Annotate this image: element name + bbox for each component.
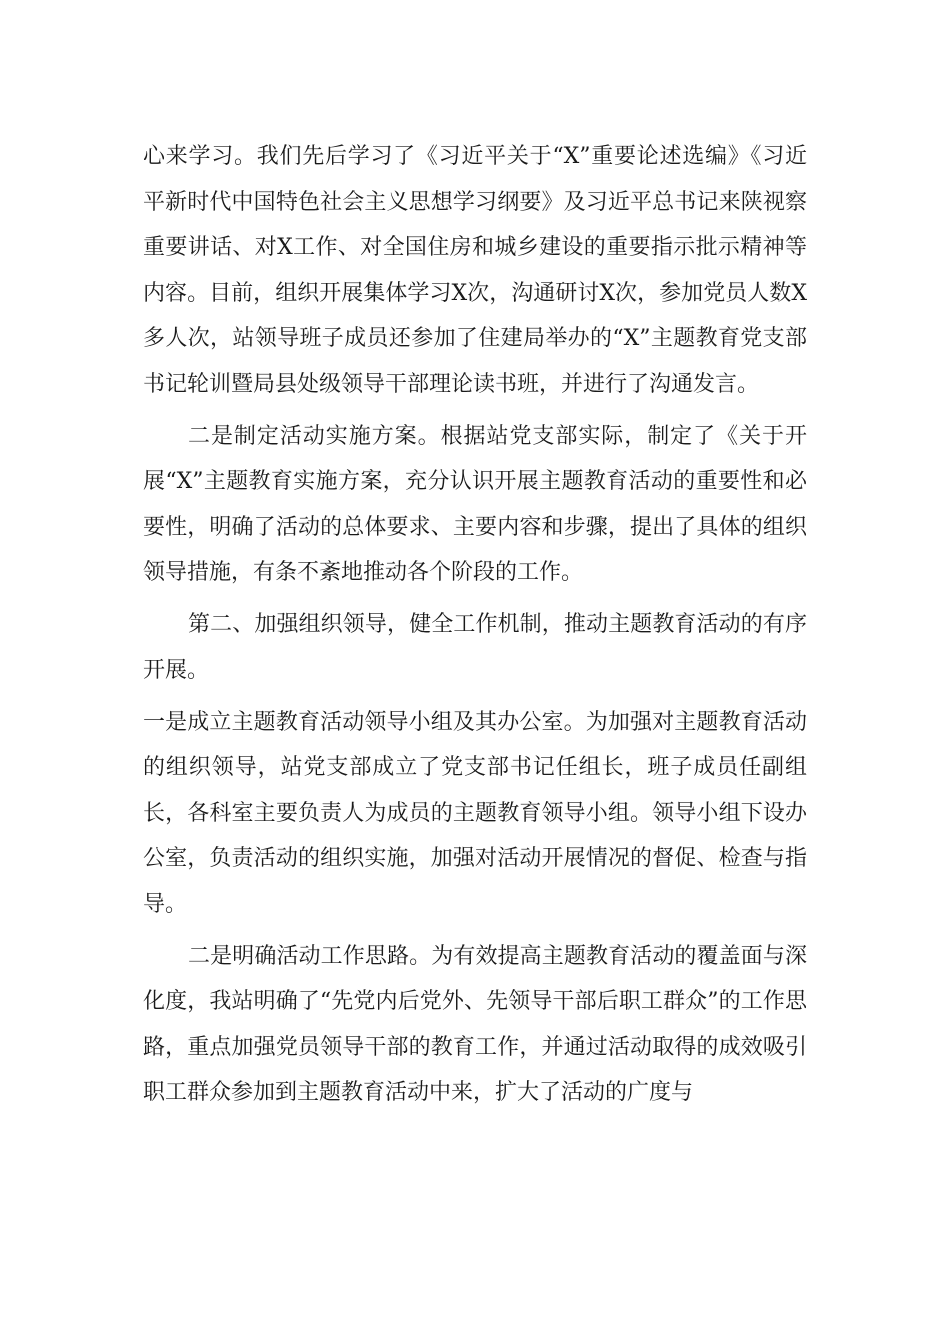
paragraph-work-approach: 二是明确活动工作思路。为有效提高主题教育活动的覆盖面与深化度，我站明确了“先党内后党外、先领导干部后职工群众”的工作思路，重点加强党员领导干部的教育工作，并通过活动取得的成效吸引职工群众参加到主题教育活动中来，扩大了活动的广度与 [143,943,807,1105]
paragraph-study-content: 心来学习。我们先后学习了《习近平关于“X”重要论述选编》《习近平新时代中国特色社会主义思想学习纲要》及习近平总书记来陕视察重要讲话、对X工作、对全国住房和城乡建设的重要指示批示精神等内容。目前，组织开展集体学习X次，沟通研讨X次，参加党员人数X多人次，站领导班子成员还参加了住建局举办的“X”主题教育党支部书记轮训暨局县处级领导干部理论读书班，并进行了沟通发言。 [143,144,807,397]
paragraph-section-heading-two: 第二、加强组织领导，健全工作机制，推动主题教育活动的有序开展。 [143,612,807,683]
paragraph-leadership-group: 一是成立主题教育活动领导小组及其办公室。为加强对主题教育活动的组织领导，站党支部成立了党支部书记任组长，班子成员任副组长，各科室主要负责人为成员的主题教育领导小组。领导小组下设办公室，负责活动的组织实施，加强对活动开展情况的督促、检查与指导。 [143,709,807,917]
document-body [143,134,807,1122]
paragraph-implementation-plan: 二是制定活动实施方案。根据站党支部实际，制定了《关于开展“X”主题教育实施方案，充分认识开展主题教育活动的重要性和必要性，明确了活动的总体要求、主要内容和步骤，提出了具体的组织领导措施，有条不紊地推动各个阶段的工作。 [143,423,807,585]
